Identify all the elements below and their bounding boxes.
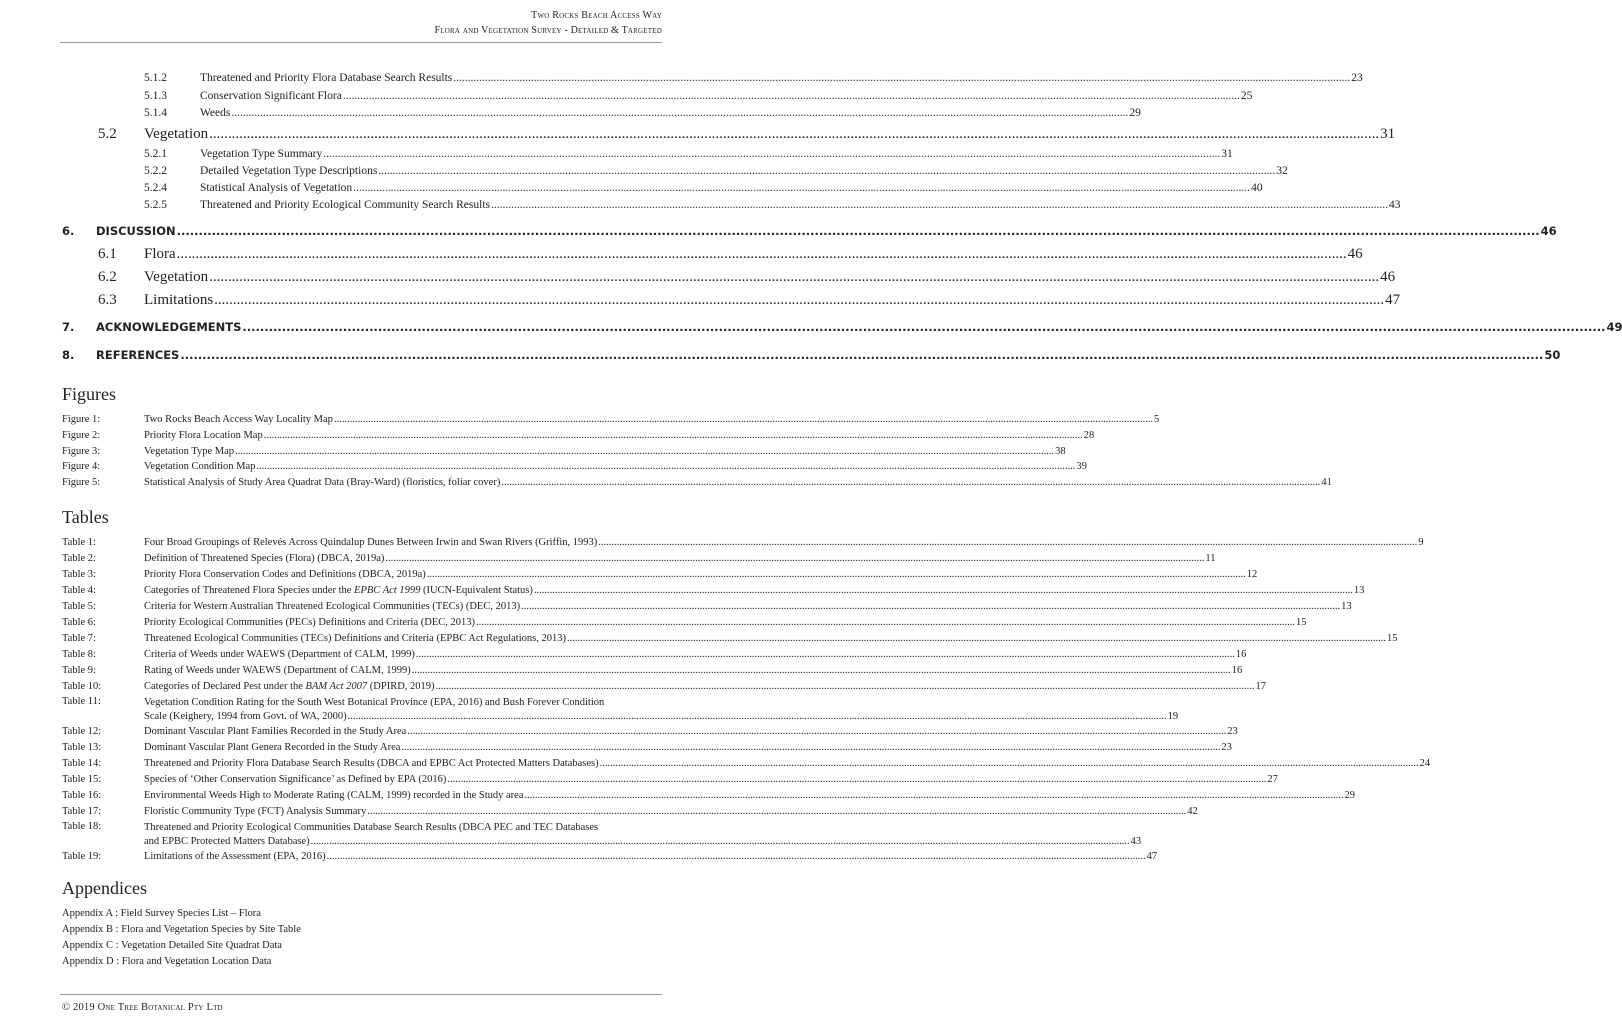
header-rule <box>60 42 662 43</box>
appendix-entry[interactable]: Appendix A : Field Survey Species List – Flora <box>62 908 261 919</box>
table-entry[interactable]: Table 3: Priority Flora Conservation Codes and Definitions (DBCA, 2019a) ..... 12 <box>62 569 662 580</box>
footer-rule <box>60 994 662 995</box>
table-entry[interactable]: Table 15: Species of ‘Other Conservation Significance’ as Defined by EPA (2016) ..... 27 <box>62 774 662 785</box>
figure-entry[interactable]: Figure 2: Priority Flora Location Map ..... 28 <box>62 430 662 441</box>
table-entry[interactable]: Table 14: Threatened and Priority Flora Database Search Results (DBCA and EPBC Act Protected Matters Databases) ..... 24 <box>62 758 662 769</box>
toc-entry[interactable]: 5.2.2 Detailed Vegetation Type Descriptions ..... 32 <box>144 165 662 177</box>
table-entry[interactable]: Table 17: Floristic Community Type (FCT) Analysis Summary ..... 42 <box>62 806 662 817</box>
appendix-entry[interactable]: Appendix B : Flora and Vegetation Species by Site Table <box>62 924 301 935</box>
toc-entry[interactable]: 5.2.1 Vegetation Type Summary ..... 31 <box>144 148 662 160</box>
table-entry[interactable]: Table 16: Environmental Weeds High to Moderate Rating (CALM, 1999) recorded in the Study area ..... 29 <box>62 790 662 801</box>
figure-entry[interactable]: Figure 5: Statistical Analysis of Study Area Quadrat Data (Bray-Ward) (floristics, foliar cover) ..... 41 <box>62 477 662 488</box>
running-header <box>435 8 662 38</box>
table-entry[interactable]: Table 8: Criteria of Weeds under WAEWS (Department of CALM, 1999) ..... 16 <box>62 649 662 660</box>
toc-chapter-acknowledgements[interactable]: 7. ACKNOWLEDGEMENTS ..... 49 <box>62 320 662 334</box>
appendix-entry[interactable]: Appendix D : Flora and Vegetation Location Data <box>62 956 272 967</box>
table-entry[interactable]: Table 4: Categories of Threatened Flora Species under the EPBC Act 1999 (IUCN-Equivalent Status) ..... 13 <box>62 585 662 596</box>
table-entry[interactable]: Table 19: Limitations of the Assessment (EPA, 2016) ..... 47 <box>62 851 662 862</box>
table-entry[interactable]: Table 7: Threatened Ecological Communities (TECs) Definitions and Criteria (EPBC Act Regulations, 2013) ..... 15 <box>62 633 662 644</box>
figure-entry[interactable]: Figure 1: Two Rocks Beach Access Way Locality Map ..... 5 <box>62 414 662 425</box>
toc-entry[interactable]: 5.1.3 Conservation Significant Flora ..... 25 <box>144 90 662 102</box>
toc-chapter-discussion[interactable]: 6. DISCUSSION ..... 46 <box>62 224 662 238</box>
toc-section[interactable]: 6.2 Vegetation ..... 46 <box>98 269 662 286</box>
table-entry[interactable]: Table 11: Vegetation Condition Rating for the South West Botanical Province (EPA, 2016) and Bush Forever Condition Scale (Keighery, 1994 from Govt. of WA, 2000) ..... 19 <box>62 696 662 724</box>
figures-heading: Figures <box>62 384 116 404</box>
table-entry[interactable]: Table 6: Priority Ecological Communities (PECs) Definitions and Criteria (DEC, 2013) ..... 15 <box>62 617 662 628</box>
appendix-entry[interactable]: Appendix C : Vegetation Detailed Site Quadrat Data <box>62 940 282 951</box>
toc-entry[interactable]: 5.2.5 Threatened and Priority Ecological Community Search Results ..... 43 <box>144 199 662 211</box>
toc-section[interactable]: 6.1 Flora ..... 46 <box>98 246 662 263</box>
table-entry[interactable]: Table 18: Threatened and Priority Ecological Communities Database Search Results (DBCA PEC and TEC Databases and EPBC Protected Matters Database) ..... 43 <box>62 821 662 849</box>
toc-section[interactable]: 6.3 Limitations ..... 47 <box>98 292 662 309</box>
tables-heading: Tables <box>62 507 109 527</box>
toc-section-5-2[interactable]: 5.2 Vegetation ..... 31 <box>98 126 662 143</box>
toc-chapter-references[interactable]: 8. REFERENCES ..... 50 <box>62 348 662 362</box>
footer-copyright: © 2019 One Tree Botanical Pty Ltd <box>62 1002 223 1013</box>
table-entry[interactable]: Table 10: Categories of Declared Pest under the BAM Act 2007 (DPIRD, 2019) ..... 17 <box>62 681 662 692</box>
figure-entry[interactable]: Figure 4: Vegetation Condition Map ..... 39 <box>62 461 662 472</box>
toc-entry[interactable]: 5.2.4 Statistical Analysis of Vegetation ..... 40 <box>144 182 662 194</box>
table-entry[interactable]: Table 12: Dominant Vascular Plant Families Recorded in the Study Area ..... 23 <box>62 726 662 737</box>
toc-entry[interactable]: 5.1.4 Weeds ..... 29 <box>144 107 662 119</box>
header-subtitle: Flora and Vegetation Survey - Detailed & Targeted <box>434 25 662 36</box>
table-entry[interactable]: Table 9: Rating of Weeds under WAEWS (Department of CALM, 1999) ..... 16 <box>62 665 662 676</box>
table-entry[interactable]: Table 1: Four Broad Groupings of Relevés Across Quindalup Dunes Between Irwin and Swan Rivers (Griffin, 1993) ..... 9 <box>62 537 662 548</box>
toc-entry[interactable]: 5.1.2 Threatened and Priority Flora Database Search Results ..... 23 <box>144 72 662 84</box>
table-entry[interactable]: Table 5: Criteria for Western Australian Threatened Ecological Communities (TECs) (DEC, 2013) ..... 13 <box>62 601 662 612</box>
table-entry[interactable]: Table 2: Definition of Threatened Species (Flora) (DBCA, 2019a) ..... 11 <box>62 553 662 564</box>
figure-entry[interactable]: Figure 3: Vegetation Type Map ..... 38 <box>62 446 662 457</box>
table-entry[interactable]: Table 13: Dominant Vascular Plant Genera Recorded in the Study Area ..... 23 <box>62 742 662 753</box>
appendices-heading: Appendices <box>62 878 147 898</box>
header-title: Two Rocks Beach Access Way <box>531 10 662 21</box>
